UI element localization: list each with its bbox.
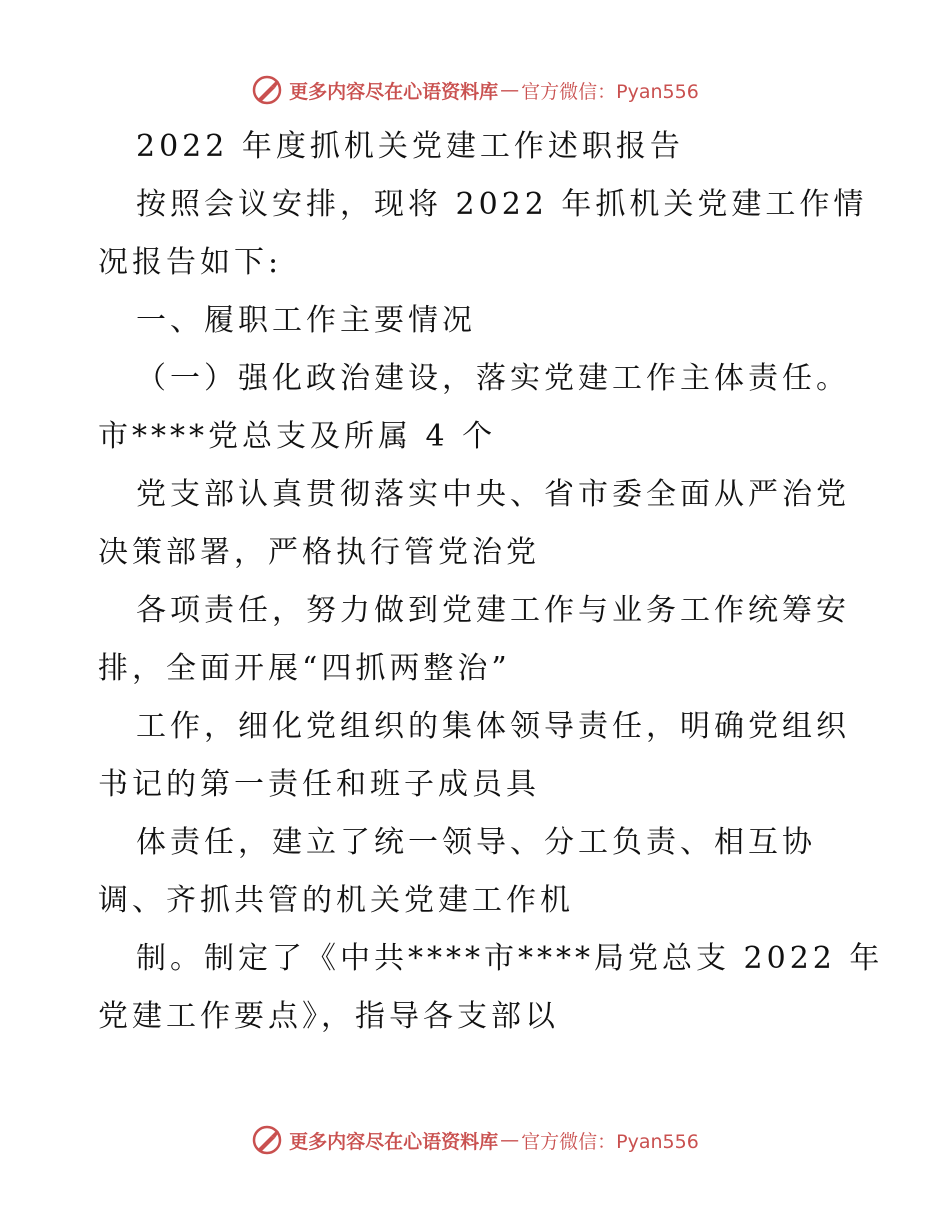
paragraph-line: 党支部认真贯彻落实中央、省市委全面从严治党 <box>136 477 850 512</box>
watermark-main-text: 更多内容尽在心语资料库 <box>289 1130 499 1153</box>
watermark-dash: — <box>500 79 520 101</box>
header-watermark <box>0 70 950 110</box>
paragraph-line: 一、履职工作主要情况 <box>136 303 476 338</box>
paragraph-line: 排，全面开展“四抓两整治” <box>98 651 511 686</box>
paragraph-line: 制。制定了《中共****市****局党总支 2022 年 <box>136 941 884 976</box>
paragraph-line: 工作，细化党组织的集体领导责任，明确党组织 <box>136 709 850 744</box>
watermark-main-text: 更多内容尽在心语资料库 <box>289 80 499 103</box>
paragraph-line: 决策部署，严格执行管党治党 <box>98 535 540 570</box>
watermark-sub-text: 官方微信：Pyan556 <box>521 80 699 103</box>
footer-watermark <box>0 1120 950 1160</box>
pen-logo-icon <box>251 74 283 106</box>
paragraph-line: 市****党总支及所属 4 个 <box>98 419 497 454</box>
paragraph-line: 各项责任，努力做到党建工作与业务工作统筹安 <box>136 593 850 628</box>
watermark-dash: — <box>500 1129 520 1151</box>
paragraph-line: 党建工作要点》，指导各支部以 <box>98 999 559 1034</box>
paragraph-line: 体责任，建立了统一领导、分工负责、相互协 <box>136 825 816 860</box>
paragraph-line: 况报告如下: <box>98 245 283 280</box>
document-body <box>98 118 884 1046</box>
paragraph-line: 按照会议安排，现将 2022 年抓机关党建工作情 <box>136 187 868 222</box>
watermark-sub-text: 官方微信：Pyan556 <box>521 1130 699 1153</box>
paragraph-line: 2022 年度抓机关党建工作述职报告 <box>136 129 684 164</box>
paragraph-line: 书记的第一责任和班子成员具 <box>98 767 540 802</box>
paragraph-line: 调、齐抓共管的机关党建工作机 <box>98 883 574 918</box>
paragraph-line: （一）强化政治建设，落实党建工作主体责任。 <box>136 361 850 396</box>
pen-logo-icon <box>251 1124 283 1156</box>
